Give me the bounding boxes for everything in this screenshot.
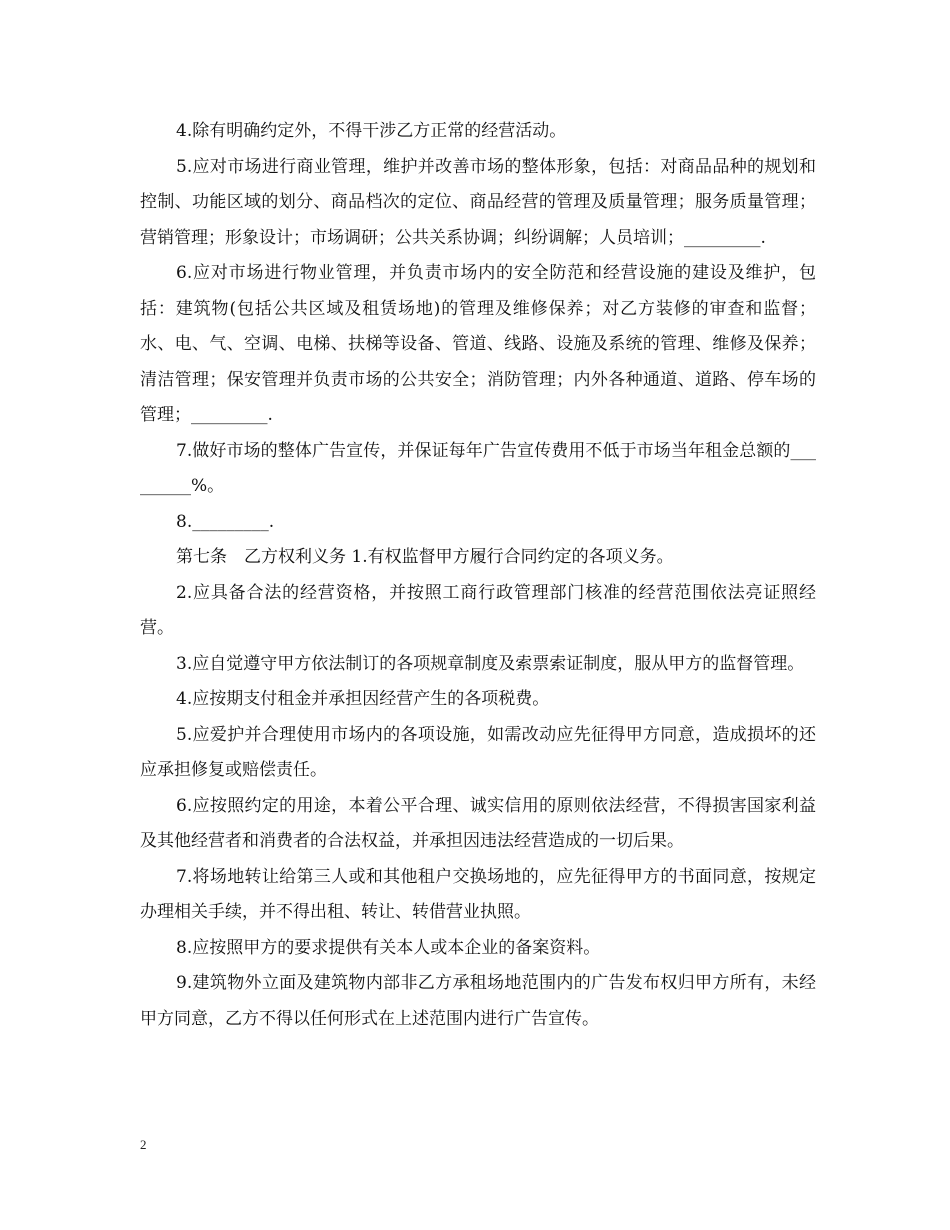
clause-paragraph: 7.做好市场的整体广告宣传，并保证每年广告宣传费用不低于市场当年租金总额的_________%。 xyxy=(140,440,816,496)
clause-paragraph: 3.应自觉遵守甲方依法制订的各项规章制度及索票索证制度，服从甲方的监督管理。 xyxy=(176,653,805,674)
clause-paragraph: 5.应对市场进行商业管理，维护并改善市场的整体形象，包括：对商品品种的规划和控制、功能区域的划分、商品档次的定位、商品经营的管理及质量管理；服务质量管理；营销管理；形象设计；市场调研；公共关系协调；纠纷调解；人员培训；_________. xyxy=(140,156,816,248)
clause-paragraph: 5.应爱护并合理使用市场内的各项设施，如需改动应先征得甲方同意，造成损坏的还应承担修复或赔偿责任。 xyxy=(140,724,816,780)
page-number: 2 xyxy=(140,1137,147,1152)
clause-paragraph: 9.建筑物外立面及建筑物内部非乙方承租场地范围内的广告发布权归甲方所有，未经甲方同意，乙方不得以任何形式在上述范围内进行广告宣传。 xyxy=(140,973,816,1029)
clause-paragraph: 6.应对市场进行物业管理，并负责市场内的安全防范和经营设施的建设及维护，包括：建筑物(包括公共区域及租赁场地)的管理及维修保养；对乙方装修的审查和监督；水、电、气、空调、电梯、扶梯等设备、管道、线路、设施及系统的管理、维修及保养；清洁管理；保安管理并负责市场的公共安全；消防管理；内外各种通道、道路、停车场的管理；_________. xyxy=(140,263,816,425)
clause-paragraph: 4.应按期支付租金并承担因经营产生的各项税费。 xyxy=(176,689,550,709)
clause-paragraph: 7.将场地转让给第三人或和其他租户交换场地的，应先征得甲方的书面同意，按规定办理相关手续，并不得出租、转让、转借营业执照。 xyxy=(140,866,816,922)
clause-paragraph: 6.应按照约定的用途，本着公平合理、诚实信用的原则依法经营，不得损害国家利益及其他经营者和消费者的合法权益，并承担因违法经营造成的一切后果。 xyxy=(140,795,816,851)
clause-paragraph: 8._________. xyxy=(176,511,275,532)
article-heading-paragraph: 第七条 乙方权利义务 1.有权监督甲方履行合同约定的各项义务。 xyxy=(176,547,674,567)
clause-paragraph: 4.除有明确约定外，不得干涉乙方正常的经营活动。 xyxy=(176,121,567,141)
document-body xyxy=(140,114,816,1037)
clause-paragraph: 2.应具备合法的经营资格，并按照工商行政管理部门核准的经营范围依法亮证照经营。 xyxy=(140,582,816,638)
clause-paragraph: 8.应按照甲方的要求提供有关本人或本企业的备案资料。 xyxy=(176,937,601,958)
